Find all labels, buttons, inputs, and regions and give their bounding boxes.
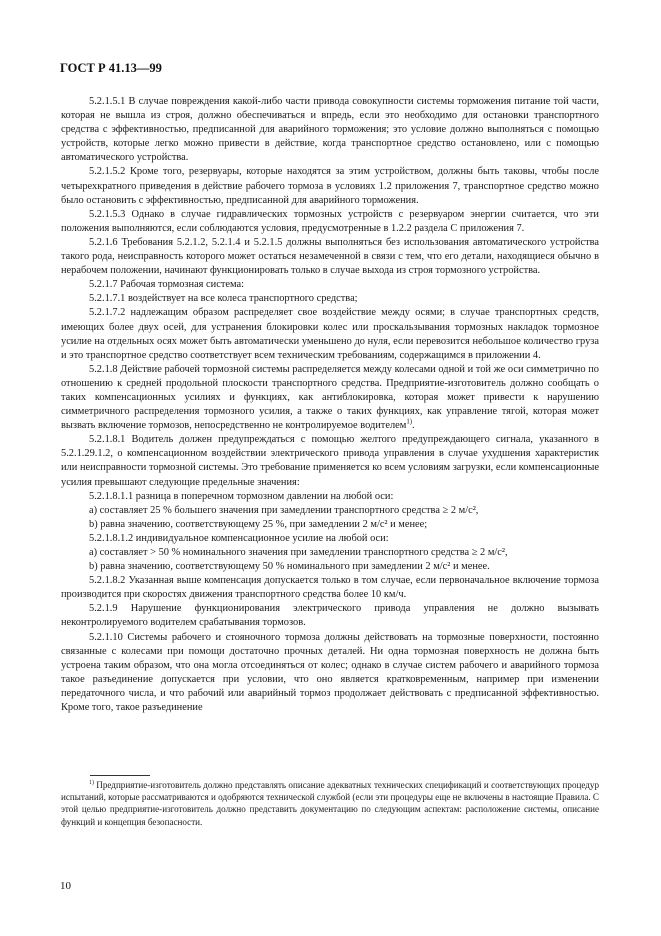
list-item: а) составляет > 50 % номинального значения при замедлении транспортного средства ≥ 2 м/с²,	[89, 547, 508, 558]
footnote-text: Предприятие-изготовитель должно представлять описание адекватных технических спецификаций и соответствующих процедур испытаний, которые рассматриваются и одобряются технической службой (если эти процедуры еще не включены в настоящие Правила. С этой целью предприятие-изготовитель должно представить документацию по следующим аспектам: расположение системы, описание функций и концепция безопасности.	[61, 780, 599, 827]
footnote-marker: 1)	[89, 779, 94, 786]
paragraph: 5.2.1.8.1.1 разница в поперечном тормозном давлении на любой оси:	[89, 490, 394, 502]
paragraph: 5.2.1.9 Нарушение функционирования электрического привода управления не должно вызывать неконтролируемого водителем срабатывания тормозов.	[61, 603, 599, 629]
paragraph: 5.2.1.5.2 Кроме того, резервуары, которые находятся за этим устройством, должны быть таковы, чтобы после четырехкратного приведения в действие рабочего тормоза в условиях 1.2 приложения 7, транспортное средство можно было остановить с эффективностью, предписанной для аварийного торможения.	[61, 166, 599, 206]
list-item: b) равна значению, соответствующему 25 %, при замедлении 2 м/с² и менее;	[89, 518, 428, 530]
paragraph-text: 5.2.1.8 Действие рабочей тормозной системы распределяется между колесами одной и той же оси симметрично по отношению к средней продольной плоскости транспортного средства. Предприятие-изготовитель должно сообщать о таких компенсационных усилиях и функциях, как антиблокировка, которая может привести к нарушению симметричного распределения тормозного усилия, а также о таких функциях, как управление тягой, которая может вызвать включение тормозов, непосредственно не контролируемое водителем	[61, 363, 599, 432]
paragraph: 5.2.1.7.1 воздействует на все колеса транспортного средства;	[89, 293, 358, 305]
paragraph: 5.2.1.8.2 Указанная выше компенсация допускается только в том случае, если первоначальное включение тормоза производится при скоростях движения транспортного средства более 10 км/ч.	[61, 575, 599, 601]
paragraph: 5.2.1.8.1 Водитель должен предупреждаться с помощью желтого предупреждающего сигнала, указанного в 5.2.1.29.1.2, о компенсационном воздействии электрического привода управления в случае ухудшения характеристик или неисправности тормозной системы. Это требование применяется ко всем условиям загрузки, если компенсационные усилия превышают следующие предельные значения:	[61, 434, 599, 488]
footnote-divider	[90, 775, 150, 776]
footnote	[61, 779, 599, 828]
paragraph: 5.2.1.7.2 надлежащим образом распределяет свое воздействие между осями; в случае транспортных средств, имеющих более двух осей, для устранения блокировки колес или проскальзывания тормозных накладок тормозное усилие на отдельных осях может быть автоматически уменьшено до нуля, если перевозится небольшое количество груза и это транспортное средство соответствует всем техническим требованиям, содержащимся в приложении 4.	[61, 307, 599, 361]
paragraph: 5.2.1.8.1.2 индивидуальное компенсационное усилие на любой оси:	[89, 532, 389, 544]
paragraph-with-footnote: 5.2.1.8 Действие рабочей тормозной системы распределяется между колесами одной и той же оси симметрично по отношению к средней продольной плоскости транспортного средства. Предприятие-изготовитель должно сообщать о таких компенсационных усилиях и функциях, как антиблокировка, которая может привести к нарушению симметричного распределения тормозного усилия, а также о таких функциях, как управление тягой, которая может вызвать включение тормозов, непосредственно не контролируемое водителем$^{1)}$.	[61, 363, 599, 432]
list-item: b) равна значению, соответствующему 50 % номинального при замедлении 2 м/с² и менее.	[89, 561, 490, 573]
footnote-ref: 1)	[406, 418, 412, 426]
list-item: а) составляет 25 % большего значения при замедлении транспортного средства ≥ 2 м/с²,	[89, 504, 479, 516]
paragraph: 5.2.1.10 Системы рабочего и стояночного тормоза должны действовать на тормозные поверхности, постоянно связанные с колесами при помощи достаточно прочных деталей. Ни одна тормозная поверхность не должна быть устроена таким образом, что она могла отсоединяться от колес; однако в случае систем рабочего и аварийного тормоза такое разъединение допускается при условии, что оно является кратковременным, например при изменении передаточного числа, и что рабочий или аварийный тормоз продолжает действовать с предписанной эффективностью. Кроме того, такое разъединение	[61, 631, 599, 714]
paragraph: 5.2.1.6 Требования 5.2.1.2, 5.2.1.4 и 5.2.1.5 должны выполняться без использования автоматического устройства такого рода, неисправность которого может остаться незамеченной в связи с тем, что его детали, находящиеся обычно в нерабочем положении, начинают функционировать только в случае выхода из строя тормозного устройства.	[61, 236, 599, 277]
body-text	[61, 95, 599, 715]
page-number: 10	[60, 880, 71, 892]
paragraph: 5.2.1.5.1 В случае повреждения какой-либо части привода совокупности системы торможения питание той части, которая не вышла из строя, должно обеспечиваться и впредь, если это необходимо для остановки транспортного средства с эффективностью, предписанной для аварийного торможения; это условие должно выполняться с помощью устройств, которые легко можно привести в действие, когда транспортное средство остановлено, или с помощью автоматического устройства.	[61, 96, 599, 164]
page-header: ГОСТ Р 41.13—99	[60, 61, 162, 75]
paragraph: 5.2.1.5.3 Однако в случае гидравлических тормозных устройств с резервуаром энергии считается, что эти положения выполняются, если соблюдаются условия, предусмотренные в 1.2.2 раздела С приложения 7.	[61, 208, 599, 234]
paragraph: 5.2.1.7 Рабочая тормозная система:	[89, 279, 244, 291]
